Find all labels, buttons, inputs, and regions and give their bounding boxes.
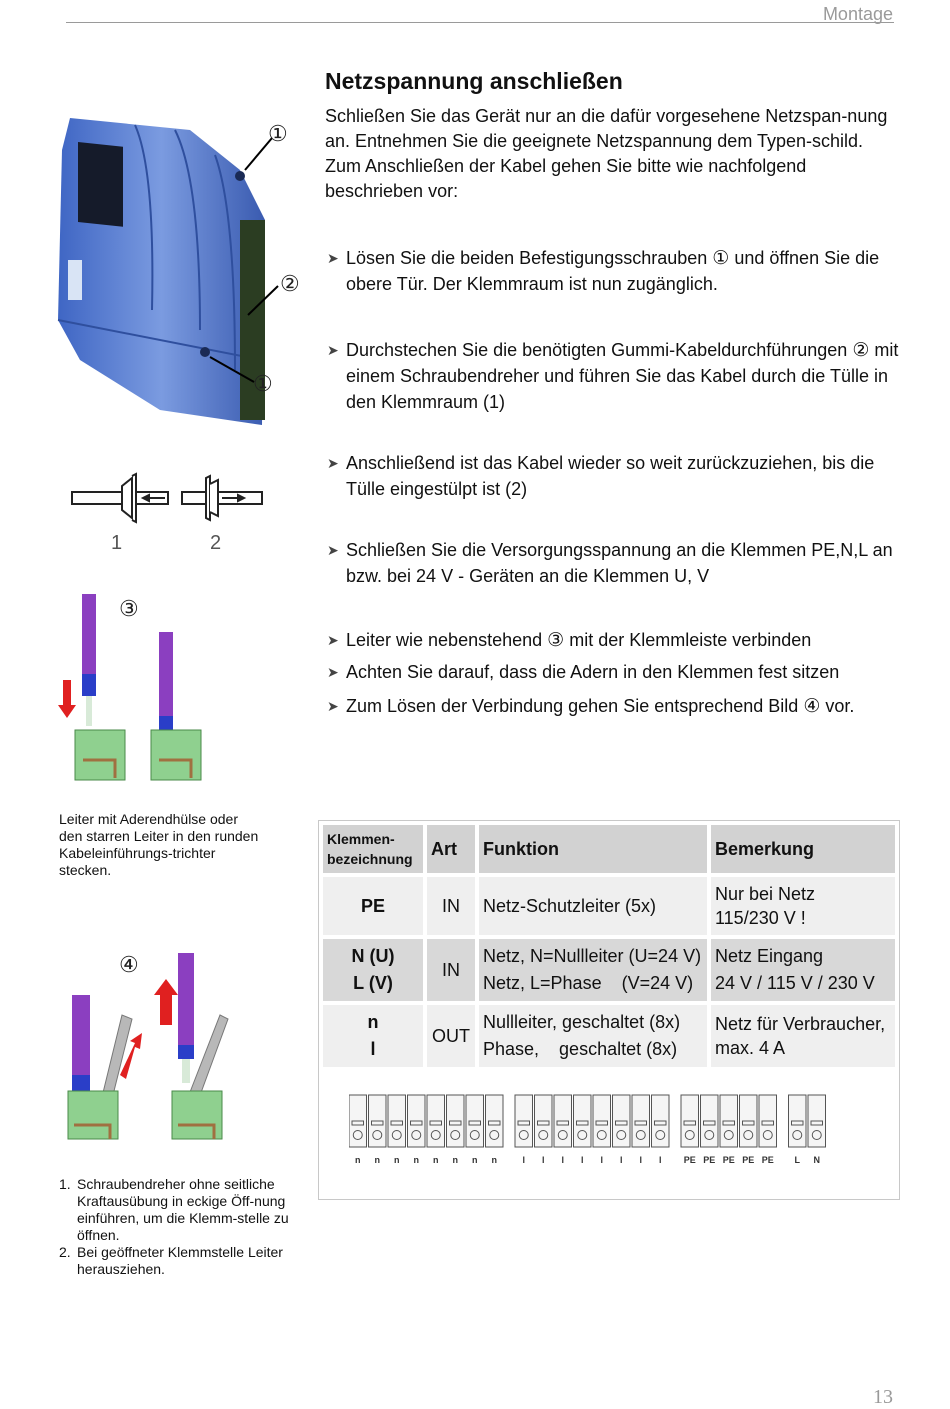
- terminal-table: [319, 821, 899, 1071]
- arrow-bullet-icon: ➤: [327, 632, 339, 648]
- header-klemmen: Klemmen- bezeichnung: [323, 825, 423, 873]
- table-row: [323, 877, 895, 935]
- terminal-block: [388, 1095, 406, 1165]
- header-bemerkung: Bemerkung: [711, 825, 895, 873]
- terminal-block: [632, 1095, 650, 1165]
- terminal-block: [593, 1095, 611, 1165]
- terminal-label: l: [639, 1155, 643, 1165]
- table-row: [323, 939, 895, 1001]
- terminal-block: [466, 1095, 484, 1165]
- terminal-label: l: [561, 1155, 565, 1165]
- table-row: [323, 1005, 895, 1067]
- cell-art: OUT: [427, 1005, 475, 1067]
- step-item: 1. Schraubendreher ohne seitliche Kraftausübung in eckige Öff-nung einführen, um die Klemm-stelle zu öffnen.: [59, 1176, 289, 1243]
- arrow-bullet-icon: ➤: [327, 342, 339, 358]
- terminal-block: [613, 1095, 631, 1165]
- terminal-label: n: [452, 1155, 458, 1165]
- terminal-label: n: [472, 1155, 478, 1165]
- terminal-block: [701, 1095, 719, 1165]
- terminal-label: n: [413, 1155, 419, 1165]
- terminal-label: PE: [703, 1155, 716, 1165]
- arrow-bullet-icon: ➤: [327, 698, 339, 714]
- marker-2: ②: [280, 272, 300, 297]
- page-title: Netzspannung anschließen: [325, 68, 623, 94]
- wire-release-illustration: [60, 945, 240, 1145]
- marker-1-bottom: ①: [253, 372, 273, 397]
- terminal-block: [681, 1095, 699, 1165]
- header-rule: [66, 22, 894, 23]
- grommet-label-1: 1: [111, 532, 123, 554]
- terminal-label: l: [580, 1155, 584, 1165]
- marker-1-top: ①: [268, 122, 288, 147]
- device-housing-illustration: [40, 110, 285, 430]
- cell-klemme: PE: [323, 877, 423, 935]
- cell-bemerkung: Netz Eingang 24 V / 115 V / 230 V: [711, 939, 895, 1001]
- marker-4: ④: [119, 953, 139, 978]
- terminal-label: l: [619, 1155, 623, 1165]
- terminal-label: PE: [761, 1155, 774, 1165]
- terminal-label: N: [813, 1155, 820, 1165]
- terminal-strip-illustration: [349, 1091, 869, 1171]
- terminal-block: [535, 1095, 553, 1165]
- terminal-label: n: [394, 1155, 400, 1165]
- release-steps: [59, 1176, 289, 1278]
- wire-insert-illustration: [55, 590, 215, 790]
- terminal-label: PE: [742, 1155, 755, 1165]
- terminal-block: [427, 1095, 445, 1165]
- terminal-block: [808, 1095, 826, 1165]
- cell-bemerkung: Netz für Verbraucher, max. 4 A: [711, 1005, 895, 1067]
- terminal-block: [759, 1095, 777, 1165]
- terminal-block: [486, 1095, 504, 1165]
- terminal-label: l: [522, 1155, 526, 1165]
- marker-3: ③: [119, 597, 139, 622]
- terminal-block: [652, 1095, 670, 1165]
- cell-klemme: n l: [323, 1005, 423, 1067]
- terminal-block: [740, 1095, 758, 1165]
- terminal-block: [720, 1095, 738, 1165]
- terminal-block: [349, 1095, 367, 1165]
- terminal-label: n: [433, 1155, 439, 1165]
- terminal-label: l: [658, 1155, 662, 1165]
- terminal-block: [515, 1095, 533, 1165]
- terminal-block: [574, 1095, 592, 1165]
- terminal-label: n: [355, 1155, 361, 1165]
- table-header-row: [323, 825, 895, 873]
- step-item: 2. Bei geöffneter Klemmstelle Leiter herausziehen.: [59, 1244, 283, 1277]
- page-number: 13: [873, 1386, 893, 1408]
- arrow-bullet-icon: ➤: [327, 664, 339, 680]
- arrow-bullet-icon: ➤: [327, 455, 339, 471]
- cell-art: IN: [427, 939, 475, 1001]
- terminal-block: [447, 1095, 465, 1165]
- terminal-label: PE: [683, 1155, 696, 1165]
- terminal-label: L: [794, 1155, 800, 1165]
- insert-caption: Leiter mit Aderendhülse oder den starren Leiter in den runden Kabeleinführungs-trichter stecken.: [59, 811, 259, 878]
- cell-bemerkung: Nur bei Netz 115/230 V !: [711, 877, 895, 935]
- terminal-block: [408, 1095, 426, 1165]
- header-art: Art: [427, 825, 475, 873]
- header-funktion: Funktion: [479, 825, 707, 873]
- grommet-label-2: 2: [210, 532, 222, 554]
- terminal-label: n: [491, 1155, 497, 1165]
- arrow-bullet-icon: ➤: [327, 250, 339, 266]
- cell-art: IN: [427, 877, 475, 935]
- terminal-label: l: [541, 1155, 545, 1165]
- cell-funktion: Netz-Schutzleiter (5x): [479, 877, 707, 935]
- terminal-block: [789, 1095, 807, 1165]
- cell-funktion: Nullleiter, geschaltet (8x) Phase, geschaltet (8x): [479, 1005, 707, 1067]
- terminal-table-panel: [318, 820, 900, 1200]
- grommet-diagram: [70, 470, 270, 530]
- terminal-label: n: [374, 1155, 380, 1165]
- section-title: Montage: [822, 4, 893, 24]
- terminal-label: l: [600, 1155, 604, 1165]
- terminal-block: [369, 1095, 387, 1165]
- cell-funktion: Netz, N=Nullleiter (U=24 V) Netz, L=Phase (V=24 V): [479, 939, 707, 1001]
- cell-klemme: N (U) L (V): [323, 939, 423, 1001]
- terminal-block: [554, 1095, 572, 1165]
- arrow-bullet-icon: ➤: [327, 542, 339, 558]
- intro-paragraph: Schließen Sie das Gerät nur an die dafür vorgesehene Netzspan-nung an. Entnehmen Sie die geeignete Netzspannung dem Typen-schild. Zum Anschließen der Kabel gehen Sie bitte wie nachfolgend beschrieben vor:: [325, 106, 888, 201]
- terminal-label: PE: [722, 1155, 735, 1165]
